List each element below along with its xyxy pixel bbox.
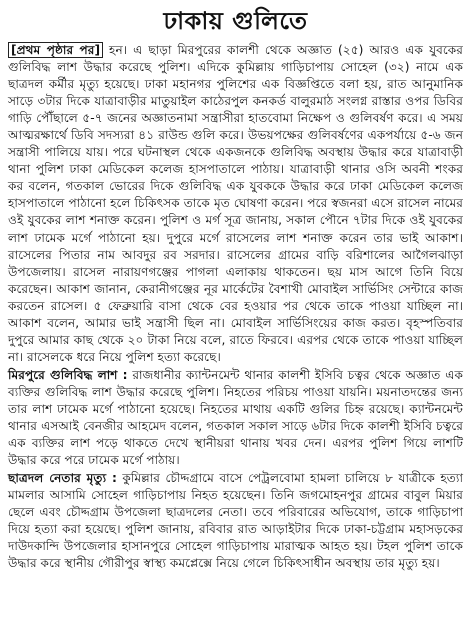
headline: ঢাকায় গুলিতে (163, 6, 308, 35)
continued-from-front-page-label: [প্রথম পৃষ্ঠার পর] (8, 42, 103, 58)
subheading-mirpur: মিরপুরে গুলিবিদ্ধ লাশ : (8, 367, 128, 382)
article-paragraph-mirpur (8, 367, 463, 469)
article-body (8, 42, 463, 572)
paragraph-text: হন। এ ছাড়া মিরপুরের কালশী থেকে অজ্ঞাত (২৫) আরও এক যুবকের গুলিবিদ্ধ লাশ উদ্ধার করেছে পুলিশ। এদিকে কুমিল্লায় গাড়িচাপায় সোহেল (৩২) নামে এক ছাত্রদল কর্মীর মৃত্যু হয়েছে। ঢাকা মহানগর পুলিশের এক বিজ্ঞপ্তিতে বলা হয়, রাত আনুমানিক সাড়ে ৩টার দিকে যাত্রাবাড়ীর মাতুয়াইল কাঠেরপুল কনকর্ড বালুরমাঠ সংলগ্ন রাস্তার ওপর ডিবির গাড়ি পৌঁছালে ৫-৭ জনের অজ্ঞাতনামা সন্ত্রাসীরা হাতবোমা নিক্ষেপ ও গুলিবর্ষণ করে। এ সময় আত্মরক্ষার্থে ডিবি সদস্যরা ৪১ রাউন্ড গুলি করে। উভয়পক্ষের গুলিবর্ষণের একপর্যায়ে ৫-৬ জন সন্ত্রাসী পালিয়ে যায়। পরে ঘটনাস্থল থেকে একজনকে গুলিবিদ্ধ অবস্থায় উদ্ধার করে যাত্রাবাড়ী থানা পুলিশ ঢাকা মেডিকেল কলেজ হাসপাতালে পাঠায়। যাত্রাবাড়ী থানার ওসি অবনী শংকর কর বলেন, গতকাল ভোরের দিকে গুলিবিদ্ধ এক যুবককে উদ্ধার করে ঢাকা মেডিকেল কলেজ হাসপাতালে পাঠানো হলে চিকিৎসক তাকে মৃত ঘোষণা করেন। পরে স্বজনরা এসে রাসেল নামের ওই যুবকের লাশ শনাক্ত করেন। পুলিশ ও মর্গ সূত্র জানায়, সকাল পৌনে ৭টার দিকে ওই যুবকের লাশ ঢামেক মর্গে পাঠানো হয়। দুপুরে মর্গে রাসেলের লাশ শনাক্ত করেন তার ভাই আকাশ। রাসেলের পিতার নাম আবদুর রব সরদার। রাসেলের গ্রামের বাড়ি বরিশালের আগৈলঝাড়া উপজেলায়। রাসেল নারায়ণগঞ্জের পাগলা এলাকায় থাকতেন। ছয় মাস আগে তিনি বিয়ে করেছেন। আকাশ জানান, কেরানীগঞ্জের নূর মার্কেটের বৈশাখী মোবাইল সার্ভিসিং সেন্টারে কাজ করতেন রাসেল। ৫ ফেব্রুয়ারি বাসা থেকে বের হওয়ার পর থেকে তাকে পাওয়া যাচ্ছিল না। আকাশ বলেন, আমার ভাই সন্ত্রাসী ছিল না। মোবাইল সার্ভিসিংয়ের কাজ করত। বৃহস্পতিবার দুপুরে আমার কাছ থেকে ২০ টাকা নিয়ে বলে, রাতে ফিরবে। এরপর থেকে তাকে পাওয়া যাচ্ছিল না। রাসেলকে ধরে নিয়ে পুলিশ হত্যা করেছে। (8, 43, 463, 364)
article-paragraph-chhatradal (8, 470, 463, 572)
paragraph-text: কুমিল্লার চৌদ্দগ্রামে বাসে পেট্রলবোমা হামলা চালিয়ে ৮ যাত্রীকে হত্যা মামলার আসামি সোহেল গাড়িচাপায় নিহত হয়েছেন। তিনি জগমোহনপুর গ্রামের বাবুল মিয়ার ছেলে এবং চৌদ্দগ্রাম উপজেলা ছাত্রদলের নেতা। তবে পরিবারের অভিযোগ, তাকে গাড়িচাপা দিয়ে হত্যা করা হয়েছে। পুলিশ জানায়, রবিবার রাত আড়াইটার দিকে ঢাকা-চট্টগ্রাম মহাসড়কের দাউদকান্দি উপজেলার হাসানপুরে সোহেল গাড়িচাপায় মারাত্মক আহত হয়। টহল পুলিশ তাকে উদ্ধার করে স্থানীয় গৌরীপুর স্বাস্থ্য কমপ্লেক্সে নিয়ে গেলে চিকিৎসাধীন অবস্থায় তার মৃত্যু হয়। (8, 471, 463, 571)
subheading-chhatradal: ছাত্রদল নেতার মৃত্যু : (8, 471, 117, 486)
article-paragraph-main (8, 42, 463, 366)
paragraph-text: রাজধানীর ক্যান্টনমেন্ট থানার কালশী ইসিবি চত্বর থেকে অজ্ঞাত এক ব্যক্তির গুলিবিদ্ধ লাশ উদ্ধার করেছে পুলিশ। নিহতের পরিচয় পাওয়া যায়নি। ময়নাতদন্তের জন্য তার লাশ ঢামেক মর্গে পাঠানো হয়েছে। নিহতের মাথায় একটি গুলির চিহ্ন রয়েছে। ক্যান্টনমেন্ট থানার এসআই বেনজীর আহমেদ বলেন, গতকাল সকাল সাড়ে ৬টার দিকে কালশী ইসিবি চত্বরে এক ব্যক্তির লাশ পড়ে থাকতে দেখে স্থানীয়রা থানায় খবর দেন। এরপর পুলিশ গিয়ে লাশটি উদ্ধার করে পরে ঢামেক মর্গে পাঠায়। (8, 367, 463, 468)
